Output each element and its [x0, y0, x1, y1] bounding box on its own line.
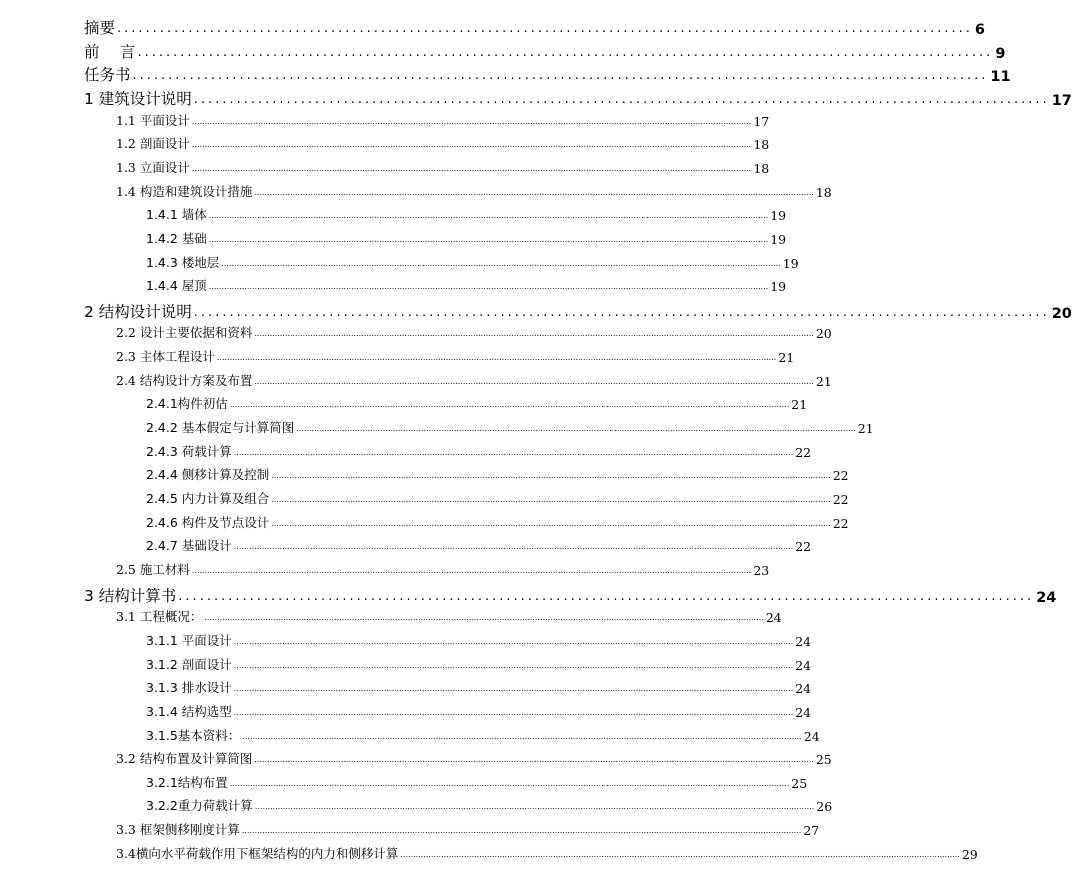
toc-entry-title: 3.1.3 排水设计 — [146, 680, 232, 696]
toc-leader-dots: ............................................................................................................................................................................................................................ — [191, 116, 752, 126]
toc-entry-title: 3.2.2重力荷载计算 — [146, 798, 253, 814]
toc-leader-dots: ........................................................................................................................ — [137, 44, 994, 60]
toc-entry[interactable] — [146, 536, 812, 555]
toc-entry-page-number: 9 — [995, 45, 1006, 62]
toc-entry-page-number: 18 — [753, 137, 770, 153]
toc-entry-page-number: 19 — [782, 255, 799, 271]
toc-entry-page-number: 24 — [1036, 589, 1057, 606]
toc-leader-dots: ........................................................................................................................ — [178, 588, 1035, 604]
toc-entry-page-number: 20 — [1051, 305, 1072, 322]
toc-leader-dots: ............................................................................................................................................................................................................................ — [271, 495, 831, 504]
toc-leader-dots: ........................................................................................................................ — [193, 91, 1050, 107]
toc-entry[interactable] — [116, 111, 770, 129]
toc-leader-dots: ........................................................................................................................ — [117, 21, 973, 36]
toc-entry-page-number: 11 — [990, 69, 1011, 86]
toc-leader-dots: ............................................................................................................................................................................................................................ — [233, 542, 794, 552]
toc-entry-title: 2.4 结构设计方案及布置 — [116, 372, 253, 388]
toc-entry[interactable] — [146, 678, 812, 697]
toc-entry-page-number: 23 — [753, 562, 770, 578]
toc-entry-page-number: 24 — [765, 610, 782, 626]
toc-entry-page-number: 17 — [753, 113, 770, 129]
toc-entry[interactable] — [146, 655, 812, 673]
toc-entry-page-number: 21 — [791, 397, 808, 413]
toc-entry[interactable] — [116, 182, 832, 200]
toc-entry-page-number: 24 — [795, 704, 812, 720]
toc-leader-dots: ............................................................................................................................................................................................................................ — [254, 755, 814, 765]
toc-entry-page-number: 24 — [803, 728, 820, 744]
toc-leader-dots: ............................................................................................................................................................................................................................ — [221, 258, 781, 268]
toc-entry-title: 1.4.4 屋顶 — [146, 278, 207, 294]
toc-entry-title: 2.4.5 内力计算及组合 — [146, 491, 270, 506]
toc-entry-title: 1.4.1 墙体 — [146, 207, 207, 223]
toc-leader-dots: ............................................................................................................................................................................................................................ — [233, 660, 794, 670]
toc-entry-title: 2.2 设计主要依据和资料 — [116, 325, 253, 341]
toc-entry-title: 2.4.1构件初估 — [146, 396, 228, 412]
toc-entry-title: 前 言 — [84, 42, 136, 61]
toc-entry-title: 3.1.4 结构选型 — [146, 703, 232, 719]
toc-entry-page-number: 20 — [815, 326, 832, 342]
toc-leader-dots: ............................................................................................................................................................................................................................ — [191, 163, 752, 173]
toc-entry-page-number: 22 — [832, 515, 849, 531]
toc-entry-page-number: 24 — [795, 657, 812, 673]
toc-entry-title: 3.1 工程概况： — [116, 609, 203, 625]
toc-entry[interactable] — [146, 631, 812, 649]
toc-leader-dots: ............................................................................................................................................................................................................................ — [233, 636, 794, 646]
toc-leader-dots: ........................................................................................................................ — [132, 68, 989, 84]
toc-leader-dots: ............................................................................................................................................................................................................................ — [241, 826, 802, 836]
toc-entry-page-number: 27 — [803, 823, 820, 839]
toc-entry-page-number: 22 — [832, 468, 849, 484]
toc-entry-page-number: 22 — [795, 444, 812, 460]
toc-leader-dots: ............................................................................................................................................................................................................................ — [229, 778, 790, 788]
toc-entry-title: 1.3 立面设计 — [116, 159, 190, 175]
toc-entry-page-number: 22 — [832, 492, 849, 507]
toc-entry-title: 1.4 构造和建筑设计措施 — [116, 183, 253, 199]
toc-entry[interactable] — [116, 749, 832, 768]
toc-entry[interactable] — [146, 702, 812, 720]
toc-entry-title: 1 建筑设计说明 — [84, 89, 192, 108]
toc-entry-page-number: 6 — [974, 22, 985, 38]
toc-leader-dots: ............................................................................................................................................................................................................................ — [233, 684, 794, 694]
toc-entry[interactable] — [84, 40, 1006, 62]
toc-entry-page-number: 17 — [1051, 92, 1072, 109]
toc-entry[interactable] — [116, 560, 770, 578]
toc-entry-title: 2.4.7 基础设计 — [146, 538, 232, 554]
toc-entry-title: 任务书 — [84, 66, 131, 85]
toc-entry-page-number: 24 — [795, 681, 812, 697]
toc-entry[interactable] — [146, 253, 799, 271]
toc-entry[interactable] — [146, 773, 808, 791]
toc-entry[interactable] — [84, 584, 1057, 606]
toc-entry-page-number: 21 — [857, 421, 874, 437]
toc-entry-page-number: 25 — [815, 752, 832, 768]
toc-entry-page-number: 19 — [770, 231, 787, 247]
toc-leader-dots: ............................................................................................................................................................................................................................ — [242, 731, 802, 741]
toc-entry[interactable] — [146, 205, 787, 224]
toc-leader-dots: ............................................................................................................................................................................................................................ — [271, 518, 831, 528]
toc-leader-dots: ............................................................................................................................................................................................................................ — [216, 353, 777, 363]
toc-entry-title: 1.2 剖面设计 — [116, 136, 190, 152]
toc-entry-title: 2 结构设计说明 — [84, 302, 192, 321]
toc-entry[interactable] — [84, 63, 1011, 86]
toc-entry[interactable] — [146, 489, 849, 507]
toc-entry-title: 1.4.3 楼地层 — [146, 254, 220, 270]
toc-entry[interactable] — [146, 726, 820, 744]
toc-entry-title: 1.4.2 基础 — [146, 230, 207, 246]
toc-entry-page-number: 18 — [753, 160, 770, 176]
toc-entry[interactable] — [146, 229, 787, 247]
toc-entry-title: 2.4.4 侧移计算及控制 — [146, 467, 270, 483]
toc-entry-page-number: 29 — [961, 846, 978, 862]
toc-leader-dots: ............................................................................................................................................................................................................................ — [208, 282, 769, 292]
toc-entry-title: 3.1.5基本资料： — [146, 727, 241, 743]
toc-entry[interactable] — [116, 820, 820, 839]
toc-entry-title: 1.1 平面设计 — [116, 112, 190, 128]
toc-entry[interactable] — [84, 87, 1072, 109]
toc-leader-dots: ............................................................................................................................................................................................................................ — [400, 849, 960, 859]
toc-entry-page-number: 24 — [795, 633, 812, 649]
toc-leader-dots: ............................................................................................................................................................................................................................ — [254, 187, 814, 197]
toc-entry-page-number: 18 — [815, 184, 832, 200]
toc-leader-dots: ........................................................................................................................ — [193, 304, 1050, 320]
toc-entry-title: 2.4.6 构件及节点设计 — [146, 514, 270, 530]
toc-entry[interactable] — [116, 371, 832, 389]
toc-entry-title: 2.4.2 基本假定与计算简图 — [146, 420, 295, 436]
toc-entry[interactable] — [116, 844, 978, 862]
toc-entry[interactable] — [146, 513, 849, 531]
toc-entry-page-number: 19 — [770, 279, 787, 295]
toc-entry-title: 3 结构计算书 — [84, 586, 177, 605]
toc-entry[interactable] — [84, 300, 1072, 322]
toc-entry[interactable] — [116, 134, 770, 153]
toc-entry[interactable] — [146, 276, 787, 295]
toc-entry-title: 摘要 — [84, 19, 116, 37]
toc-entry-page-number: 21 — [778, 350, 795, 366]
toc-entry[interactable] — [146, 394, 808, 413]
toc-entry[interactable] — [116, 323, 832, 342]
toc-entry[interactable] — [84, 16, 985, 38]
toc-leader-dots: ............................................................................................................................................................................................................................ — [254, 802, 815, 812]
toc-leader-dots: ............................................................................................................................................................................................................................ — [191, 565, 752, 575]
toc-leader-dots: ............................................................................................................................................................................................................................ — [208, 211, 769, 221]
toc-leader-dots: ............................................................................................................................................................................................................................ — [233, 447, 794, 457]
toc-entry[interactable] — [146, 418, 874, 437]
toc-entry[interactable] — [116, 347, 795, 366]
toc-leader-dots: ............................................................................................................................................................................................................................ — [254, 376, 814, 386]
toc-entry[interactable] — [146, 465, 849, 484]
toc-entry-page-number: 26 — [816, 799, 833, 815]
toc-leader-dots: ............................................................................................................................................................................................................................ — [254, 329, 814, 339]
toc-leader-dots: ............................................................................................................................................................................................................................ — [204, 613, 764, 623]
toc-entry-title: 3.1.1 平面设计 — [146, 632, 232, 648]
toc-entry-title: 3.2.1结构布置 — [146, 774, 228, 790]
toc-entry[interactable] — [116, 158, 770, 176]
toc-entry-page-number: 21 — [815, 373, 832, 389]
toc-entry-title: 3.1.2 剖面设计 — [146, 656, 232, 672]
toc-leader-dots: ............................................................................................................................................................................................................................ — [208, 234, 769, 244]
toc-entry-title: 3.2 结构布置及计算简图 — [116, 751, 253, 767]
toc-entry[interactable] — [146, 796, 833, 815]
toc-entry-title: 2.5 施工材料 — [116, 561, 190, 577]
toc-leader-dots: ............................................................................................................................................................................................................................ — [271, 471, 831, 481]
toc-entry-title: 2.3 主体工程设计 — [116, 349, 215, 365]
toc-entry-page-number: 25 — [791, 775, 808, 791]
toc-entry[interactable] — [116, 607, 782, 626]
toc-entry-title: 3.4横向水平荷载作用下框架结构的内力和侧移计算 — [116, 845, 399, 861]
toc-entry-title: 2.4.3 荷载计算 — [146, 443, 232, 459]
toc-leader-dots: ............................................................................................................................................................................................................................ — [191, 140, 752, 150]
toc-leader-dots: ............................................................................................................................................................................................................................ — [233, 707, 794, 717]
toc-leader-dots: ............................................................................................................................................................................................................................ — [229, 400, 790, 410]
toc-leader-dots: ............................................................................................................................................................................................................................ — [296, 424, 856, 434]
toc-entry-page-number: 19 — [770, 208, 787, 224]
toc-entry-page-number: 22 — [795, 539, 812, 555]
toc-entry-title: 3.3 框架侧移刚度计算 — [116, 822, 240, 838]
toc-entry[interactable] — [146, 442, 812, 460]
